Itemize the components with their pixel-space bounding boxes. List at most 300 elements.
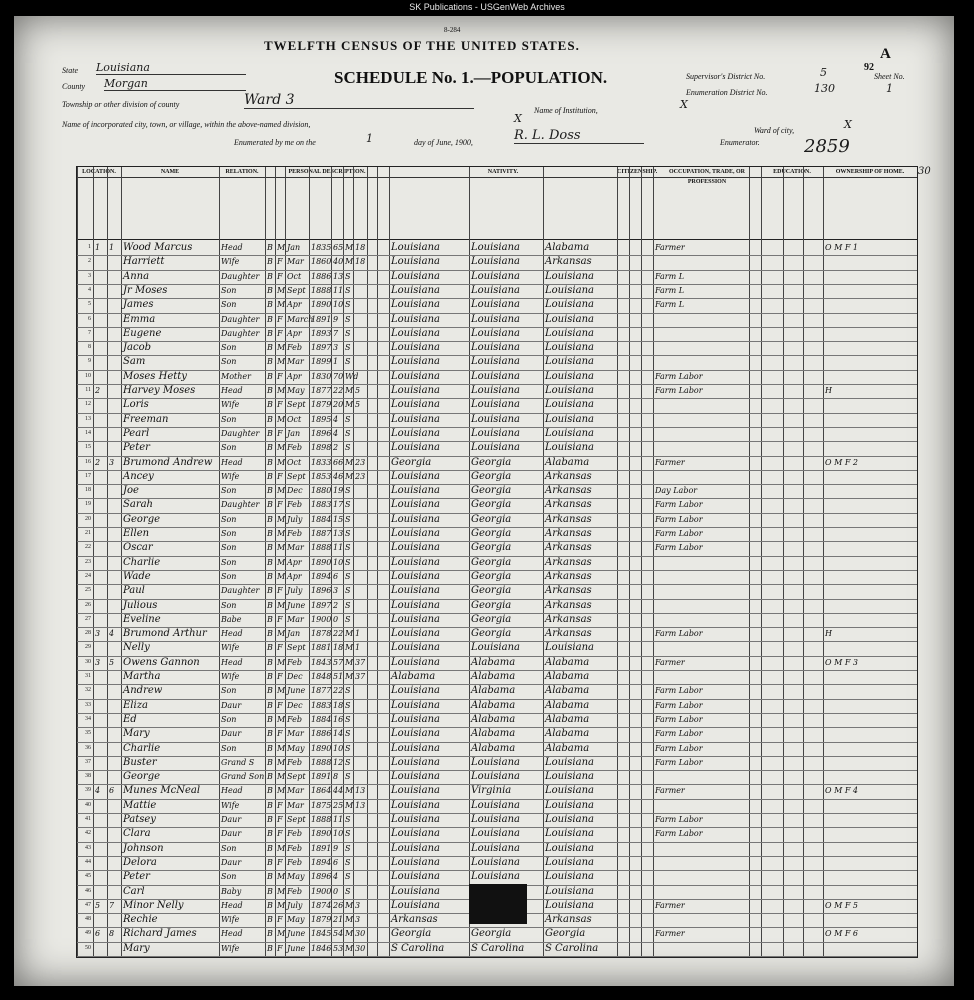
cell-p3: Louisiana [545, 313, 594, 325]
cell-p1: Louisiana [391, 756, 440, 768]
cell-occ: Farm L [655, 300, 685, 310]
row-number: 9 [88, 358, 91, 365]
cell-mar: S [345, 357, 351, 367]
cell-p1: Louisiana [391, 828, 440, 840]
cell-occ: Farm Labor [655, 629, 703, 639]
cell-age: 25 [333, 800, 344, 810]
column-divider [761, 167, 762, 957]
supervisor-value: 5 [820, 66, 827, 79]
cell-occ: Farmer [655, 243, 685, 252]
cell-p1: Louisiana [391, 642, 440, 654]
cell-race: B [267, 900, 273, 910]
cell-dw: 3 [95, 657, 101, 667]
cell-mar: M [345, 915, 354, 925]
cell-p3: Louisiana [545, 284, 594, 296]
cell-p3: Louisiana [545, 299, 594, 311]
cell-rel: Son [221, 357, 237, 367]
cell-race: B [267, 829, 273, 839]
cell-year: 1899 [311, 357, 332, 367]
cell-rel: Son [221, 514, 237, 524]
column-divider [309, 167, 310, 957]
cell-rel: Son [221, 571, 237, 581]
cell-mar: S [345, 300, 351, 310]
cell-month: Sept [287, 400, 306, 410]
cell-year: 1886 [311, 271, 332, 281]
cell-name: George [123, 771, 161, 783]
cell-p3: Arkansas [545, 470, 592, 482]
cell-year: 1894 [311, 857, 332, 867]
cell-race: B [267, 300, 273, 310]
row-number: 38 [85, 773, 91, 780]
row-number: 3 [88, 272, 91, 279]
cell-name: Patsey [123, 814, 156, 825]
cell-yrs: 1 [355, 629, 361, 639]
cell-p1: Louisiana [391, 856, 440, 868]
cell-rel: Son [221, 872, 237, 882]
cell-sex: M [277, 757, 286, 767]
township-value: Ward 3 [244, 92, 474, 109]
row-number: 7 [88, 329, 91, 336]
cell-month: Sept [287, 471, 306, 481]
cell-age: 4 [333, 428, 339, 438]
cell-race: B [267, 757, 273, 767]
cell-age: 18 [333, 643, 344, 653]
cell-year: 1891 [311, 314, 332, 324]
cell-age: 1 [333, 357, 339, 367]
cell-p3: Alabama [545, 456, 590, 468]
cell-name: Wood Marcus [123, 242, 193, 253]
cell-year: 1890 [311, 829, 332, 839]
row-number: 44 [85, 858, 91, 865]
cell-year: 1888 [311, 815, 332, 824]
cell-p2: Louisiana [471, 799, 520, 811]
cell-p1: Louisiana [391, 713, 440, 725]
cell-race: B [267, 371, 273, 381]
cell-fam: 4 [109, 629, 115, 639]
cell-yrs: 18 [355, 243, 366, 252]
cell-p1: Louisiana [391, 699, 440, 711]
cell-month: Jan [287, 629, 301, 639]
cell-p2: Georgia [471, 470, 512, 482]
column-divider [823, 167, 824, 957]
cell-sex: M [277, 543, 286, 553]
cell-name: Johnson [123, 842, 164, 854]
cell-sex: M [277, 843, 286, 853]
enumerator-label: Enumerator. [720, 138, 760, 147]
cell-dw: 2 [95, 386, 101, 395]
column-divider [93, 167, 94, 957]
cell-sex: M [277, 443, 286, 453]
cell-age: 11 [333, 815, 344, 824]
cell-p2: Alabama [471, 656, 516, 668]
cell-race: B [267, 328, 273, 338]
cell-mar: S [345, 772, 351, 782]
cell-month: Apr [287, 571, 302, 581]
cell-name: Munes McNeal [123, 785, 201, 797]
cell-race: B [267, 686, 273, 696]
cell-occ: Farmer [655, 786, 685, 796]
cell-p2: Louisiana [471, 370, 520, 382]
row-number: 8 [88, 344, 91, 351]
row-number: 45 [85, 873, 91, 880]
enumerator-name: R. L. Doss [514, 128, 644, 144]
cell-p1: Louisiana [391, 599, 440, 611]
cell-race: B [267, 600, 273, 610]
row-number: 26 [85, 601, 91, 608]
cell-year: 1887 [311, 529, 332, 538]
ward-label: Ward of city, [754, 126, 795, 135]
cell-p1: Louisiana [391, 885, 440, 897]
row-number: 23 [85, 558, 91, 565]
cell-race: B [267, 443, 273, 453]
column-divider [469, 167, 470, 957]
cell-p3: Arkansas [545, 528, 592, 539]
cell-p2: Louisiana [471, 356, 520, 368]
cell-occ: Farmer [655, 657, 685, 667]
cell-race: B [267, 343, 273, 353]
cell-age: 14 [333, 729, 344, 739]
cell-name: Joe [123, 485, 139, 497]
cell-year: 1886 [311, 729, 332, 739]
cell-year: 1896 [311, 428, 332, 438]
cell-mar: S [345, 829, 351, 839]
cell-name: Freeman [123, 413, 169, 425]
cell-race: B [267, 243, 273, 252]
cell-race: B [267, 886, 273, 896]
cell-occ: Farm Labor [655, 757, 703, 767]
cell-p3: Georgia [545, 928, 586, 940]
cell-occ: Farm Labor [655, 729, 703, 739]
cell-race: B [267, 386, 273, 395]
cell-age: 3 [333, 586, 339, 596]
cell-sex: F [277, 800, 283, 810]
township-label: Township or other division of county [62, 100, 180, 109]
cell-p2: Georgia [471, 570, 512, 582]
column-divider [389, 167, 390, 957]
cell-p1: Louisiana [391, 399, 440, 411]
cell-year: 1833 [311, 457, 332, 467]
cell-mar: M [345, 643, 354, 653]
cell-month: Jan [287, 428, 301, 438]
cell-age: 2 [333, 600, 339, 610]
cell-sex: F [277, 857, 283, 867]
cell-year: 1898 [311, 443, 332, 453]
cell-year: 1883 [311, 700, 332, 710]
cell-dw: 6 [95, 929, 101, 939]
row-number: 25 [85, 587, 91, 594]
column-divider [641, 167, 642, 957]
cell-p2: Louisiana [471, 871, 520, 883]
cell-yrs: 1 [355, 643, 361, 653]
cell-p2: Georgia [471, 499, 512, 511]
cell-name: Paul [123, 585, 145, 597]
cell-month: Feb [287, 443, 302, 453]
cell-age: 16 [333, 714, 344, 724]
cell-age: 53 [333, 943, 344, 953]
cell-p1: Louisiana [391, 513, 440, 525]
cell-race: B [267, 400, 273, 410]
cell-p2: Louisiana [471, 313, 520, 325]
cell-name: Loris [123, 399, 149, 411]
cell-year: 1864 [311, 786, 332, 796]
column-group-header: EDUCATION. [761, 167, 823, 178]
cell-p3: Louisiana [545, 370, 594, 382]
cell-rel: Daur [221, 815, 242, 824]
cell-rel: Daughter [221, 271, 260, 281]
row-number: 6 [88, 315, 91, 322]
cell-p1: Georgia [391, 456, 432, 468]
cell-name: Sarah [123, 499, 153, 511]
row-number: 11 [85, 387, 91, 393]
cell-race: B [267, 743, 273, 753]
cell-p2: Alabama [471, 728, 516, 740]
cell-year: 1878 [311, 629, 332, 639]
cell-rel: Son [221, 414, 237, 424]
cell-p1: Georgia [391, 928, 432, 940]
cell-p3: Louisiana [545, 814, 594, 825]
cell-month: Feb [287, 529, 302, 538]
enumeration-district-label: Enumeration District No. [686, 88, 768, 97]
cell-race: B [267, 457, 273, 467]
cell-month: Apr [287, 557, 302, 567]
cell-fam: 1 [109, 243, 115, 252]
cell-p3: Arkansas [545, 485, 592, 497]
cell-mar: S [345, 557, 351, 567]
cell-p1: Louisiana [391, 485, 440, 497]
cell-rel: Son [221, 714, 237, 724]
cell-rel: Daughter [221, 314, 260, 324]
cell-age: 7 [333, 328, 339, 338]
column-divider [653, 167, 654, 957]
cell-race: B [267, 872, 273, 882]
column-divider [285, 167, 286, 957]
cell-name: Minor Nelly [123, 899, 184, 911]
cell-year: 1860 [311, 257, 332, 267]
cell-sex: M [277, 486, 286, 496]
cell-age: 26 [333, 900, 344, 910]
cell-age: 6 [333, 571, 339, 581]
cell-mar: M [345, 929, 354, 939]
cell-age: 11 [333, 285, 344, 295]
cell-sex: F [277, 700, 283, 710]
cell-age: 4 [333, 872, 339, 882]
cell-p2: Louisiana [471, 342, 520, 354]
row-number: 15 [85, 444, 91, 451]
cell-name: Sam [123, 356, 146, 368]
cell-age: 22 [333, 629, 344, 639]
cell-sex: M [277, 886, 286, 896]
cell-p1: Louisiana [391, 771, 440, 783]
cell-race: B [267, 314, 273, 324]
row-number: 17 [85, 472, 91, 479]
cell-month: May [287, 915, 305, 925]
cell-mar: S [345, 872, 351, 882]
row-number: 30 [85, 658, 91, 665]
cell-rel: Son [221, 285, 237, 295]
cell-race: B [267, 614, 273, 624]
row-number: 13 [85, 415, 91, 422]
column-divider [617, 167, 618, 957]
cell-rel: Son [221, 343, 237, 353]
cell-mar: S [345, 886, 351, 896]
cell-month: Mar [287, 786, 304, 796]
cell-year: 1875 [311, 800, 332, 810]
cell-p2: Alabama [471, 685, 516, 697]
cell-occ: Farm Labor [655, 714, 703, 724]
cell-mar: S [345, 486, 351, 496]
sheet-value: 1 [886, 82, 893, 95]
cell-mar: S [345, 314, 351, 324]
cell-p2: Louisiana [471, 327, 520, 339]
cell-yrs: 5 [355, 386, 361, 395]
cell-rel: Son [221, 443, 237, 453]
cell-rel: Son [221, 686, 237, 696]
cell-month: Sept [287, 643, 306, 653]
cell-yrs: 3 [355, 915, 361, 925]
row-number: 43 [85, 844, 91, 851]
cell-sex: M [277, 386, 286, 395]
cell-age: 10 [333, 743, 344, 753]
row-rule [77, 956, 917, 957]
sheet-label: Sheet No. [874, 72, 905, 81]
cell-age: 8 [333, 772, 339, 782]
cell-mar: S [345, 428, 351, 438]
cell-name: Clara [123, 828, 151, 840]
cell-occ: Farm Labor [655, 371, 703, 381]
cell-sex: F [277, 672, 283, 681]
cell-year: 1881 [311, 643, 332, 653]
cell-name: Pearl [123, 427, 150, 439]
cell-p3: Louisiana [545, 756, 594, 768]
cell-year: 1888 [311, 543, 332, 553]
cell-rel: Daughter [221, 328, 260, 338]
cell-p1: Louisiana [391, 871, 440, 883]
enumerated-label: Enumerated by me on the [234, 138, 316, 147]
cell-month: March [287, 314, 314, 324]
cell-year: 1884 [311, 514, 332, 524]
cell-p2: Louisiana [471, 256, 520, 268]
cell-p1: Louisiana [391, 814, 440, 825]
cell-p1: Louisiana [391, 342, 440, 354]
cell-name: Martha [123, 671, 161, 682]
cell-p1: Louisiana [391, 542, 440, 554]
cell-name: Andrew [123, 685, 163, 697]
cell-rel: Head [221, 457, 243, 467]
cell-sex: F [277, 829, 283, 839]
cell-occ: Farm Labor [655, 700, 703, 710]
cell-p3: Louisiana [545, 771, 594, 783]
cell-p3: Louisiana [545, 885, 594, 897]
cell-rel: Wife [221, 400, 240, 410]
cell-yrs: 23 [355, 457, 366, 467]
cell-sex: F [277, 257, 283, 267]
cell-month: Feb [287, 829, 302, 839]
cell-p3: Alabama [545, 671, 590, 682]
cell-dw: 3 [95, 629, 101, 639]
cell-dw: 4 [95, 786, 101, 796]
cell-occ: Farmer [655, 900, 685, 910]
cell-fam: 3 [109, 457, 115, 467]
cell-p2: Alabama [471, 671, 516, 682]
cell-month: Mar [287, 357, 304, 367]
cell-sex: F [277, 400, 283, 410]
cell-age: 10 [333, 557, 344, 567]
census-title: TWELFTH CENSUS OF THE UNITED STATES. [264, 38, 580, 53]
cell-age: 22 [333, 686, 344, 696]
row-number: 24 [85, 572, 91, 579]
cell-p3: Alabama [545, 656, 590, 668]
cell-p3: Louisiana [545, 413, 594, 425]
cell-occ: Farm L [655, 285, 685, 295]
cell-p1: S Carolina [391, 942, 445, 954]
cell-yrs: 23 [355, 471, 366, 481]
cell-p3: Arkansas [545, 628, 592, 640]
column-divider [749, 167, 750, 957]
cell-year: 1835 [311, 243, 332, 252]
census-sheet [14, 16, 954, 986]
cell-mar: S [345, 757, 351, 767]
cell-race: B [267, 543, 273, 553]
cell-p1: Louisiana [391, 728, 440, 740]
cell-p2: Louisiana [471, 427, 520, 439]
cell-p1: Louisiana [391, 327, 440, 339]
cell-occ: Farm Labor [655, 686, 703, 696]
cell-year: 1877 [311, 386, 332, 395]
cell-name: Charlie [123, 742, 161, 754]
row-number: 50 [85, 944, 91, 951]
cell-own: H [825, 386, 832, 395]
cell-sex: F [277, 314, 283, 324]
schedule-title: SCHEDULE No. 1.—POPULATION. [334, 68, 608, 87]
row-number: 27 [85, 615, 91, 622]
cell-name: Emma [123, 313, 156, 325]
cell-mar: S [345, 343, 351, 353]
cell-year: 1891 [311, 843, 332, 853]
cell-mar: S [345, 543, 351, 553]
cell-year: 1895 [311, 414, 332, 424]
ward-value: X [844, 118, 852, 131]
cell-sex: M [277, 343, 286, 353]
cell-p1: Louisiana [391, 528, 440, 539]
cell-name: Jacob [123, 342, 151, 354]
cell-fam: 6 [109, 786, 115, 796]
cell-sex: F [277, 328, 283, 338]
cell-own: O M F 5 [825, 900, 859, 910]
cell-sex: M [277, 657, 286, 667]
state-value: Louisiana [96, 61, 246, 75]
cell-p2: Alabama [471, 699, 516, 711]
cell-sex: M [277, 243, 286, 252]
cell-mar: S [345, 700, 351, 710]
cell-rel: Son [221, 300, 237, 310]
cell-year: 1884 [311, 714, 332, 724]
day-of-june-label: day of June, 1900, [414, 138, 473, 147]
column-group-header: RELATION. [219, 167, 265, 178]
cell-rel: Mother [221, 371, 251, 381]
cell-month: May [287, 386, 305, 395]
cell-race: B [267, 929, 273, 939]
column-divider [343, 167, 344, 957]
cell-race: B [267, 700, 273, 710]
column-divider [367, 167, 368, 957]
cell-month: Sept [287, 815, 306, 824]
cell-p3: Alabama [545, 713, 590, 725]
cell-race: B [267, 285, 273, 295]
cell-sex: F [277, 371, 283, 381]
page-letter: A [880, 46, 891, 62]
cell-race: B [267, 772, 273, 782]
cell-p2: Virginia [471, 785, 512, 797]
